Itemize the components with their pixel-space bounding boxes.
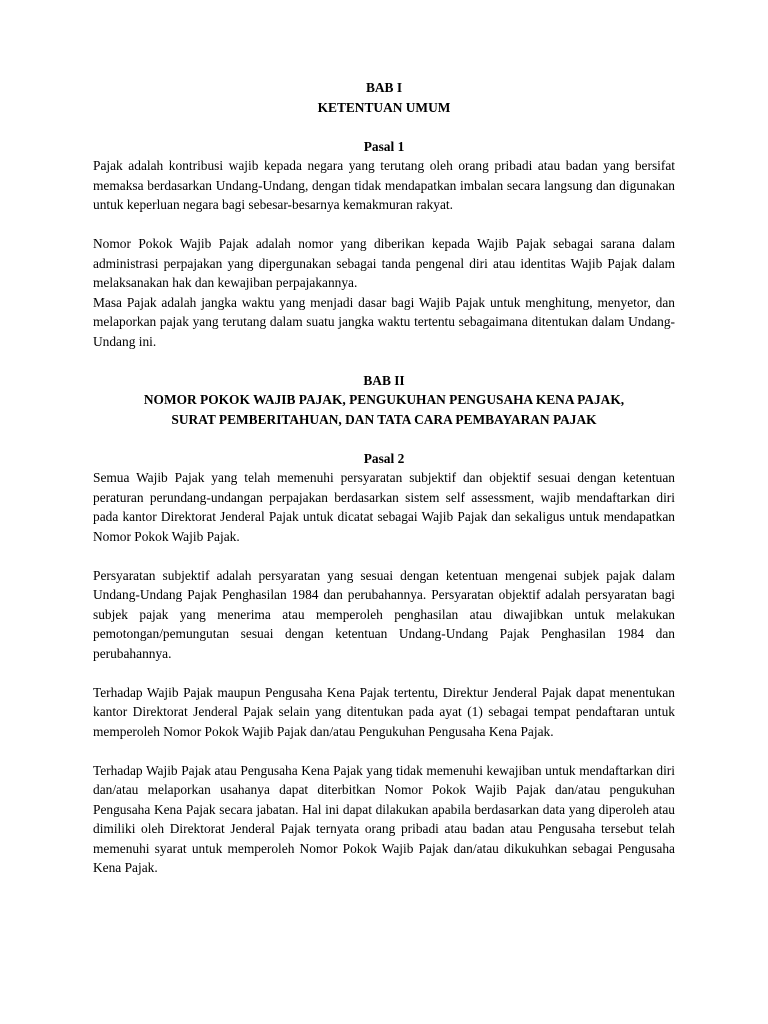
paragraph: Terhadap Wajib Pajak atau Pengusaha Kena Pajak yang tidak memenuhi kewajiban untuk mendaftarkan diri dan/atau melaporkan usahanya dapat diterbitkan Nomor Pokok Wajib Pajak dan/atau pengukuhan Pengusaha Kena Pajak secara jabatan. Hal ini dapat dilakukan apabila berdasarkan data yang diperoleh atau dimiliki oleh Direktorat Jenderal Pajak ternyata orang pribadi atau badan atau Pengusaha tersebut telah memenuhi syarat untuk memperoleh Nomor Pokok Wajib Pajak dan/atau dikukuhkan sebagai Pengusaha Kena Pajak. — [93, 762, 675, 875]
paragraph: Terhadap Wajib Pajak maupun Pengusaha Kena Pajak tertentu, Direktur Jenderal Pajak dapat menentukan kantor Direktorat Jenderal Pajak selain yang ditentukan pada ayat (1) sebagai tempat pendaftaran untuk memperoleh Nomor Pokok Wajib Pajak dan/atau Pengukuhan Pengusaha Kena Pajak. — [93, 684, 675, 739]
paragraph: Nomor Pokok Wajib Pajak adalah nomor yang diberikan kepada Wajib Pajak sebagai sarana dalam administrasi perpajakan yang dipergunakan sebagai tanda pengenal diri atau identitas Wajib Pajak dalam melaksanakan hak dan kewajiban perpajakannya. — [93, 236, 675, 290]
paragraph: Masa Pajak adalah jangka waktu yang menjadi dasar bagi Wajib Pajak untuk menghitung, menyetor, dan melaporkan pajak yang terutang dalam suatu jangka waktu tertentu sebagaimana ditentukan dalam Undang-Undang ini. — [93, 294, 675, 349]
chapter-title-line: NOMOR POKOK WAJIB PAJAK, PENGUKUHAN PENGUSAHA KENA PAJAK, — [143, 392, 625, 407]
paragraph: Pajak adalah kontribusi wajib kepada negara yang terutang oleh orang pribadi atau badan yang bersifat memaksa berdasarkan Undang-Undang, dengan tidak mendapatkan imbalan secara langsung dan digunakan untuk keperluan negara bagi sebesar-besarnya kemakmuran rakyat. — [93, 158, 675, 212]
chapter-label: BAB II — [363, 372, 405, 388]
article-heading: Pasal 2 — [363, 450, 405, 466]
article-heading: Pasal 1 — [363, 138, 405, 154]
chapter-title-line: SURAT PEMBERITAHUAN, DAN TATA CARA PEMBAYARAN PAJAK — [171, 411, 597, 427]
paragraph: Persyaratan subjektif adalah persyaratan yang sesuai dengan ketentuan mengenai subjek pajak dalam Undang-Undang Pajak Penghasilan 1984 dan perubahannya. Persyaratan objektif adalah persyaratan bagi subjek pajak yang menerima atau memperoleh penghasilan atau diwajibkan untuk melakukan pemotongan/pemungutan sesuai dengan ketentuan Undang-Undang Pajak Penghasilan 1984 dan perubahannya. — [93, 567, 675, 661]
chapter-label: BAB I — [365, 80, 403, 95]
paragraph: Semua Wajib Pajak yang telah memenuhi persyaratan subjektif dan objektif sesuai dengan ketentuan peraturan perundang-undangan perpajakan berdasarkan sistem self assessment, wajib mendaftarkan diri pada kantor Direktorat Jenderal Pajak untuk dicatat sebagai Wajib Pajak dan sekaligus untuk mendapatkan Nomor Pokok Wajib Pajak. — [93, 470, 675, 544]
chapter-title: KETENTUAN UMUM — [317, 99, 451, 115]
